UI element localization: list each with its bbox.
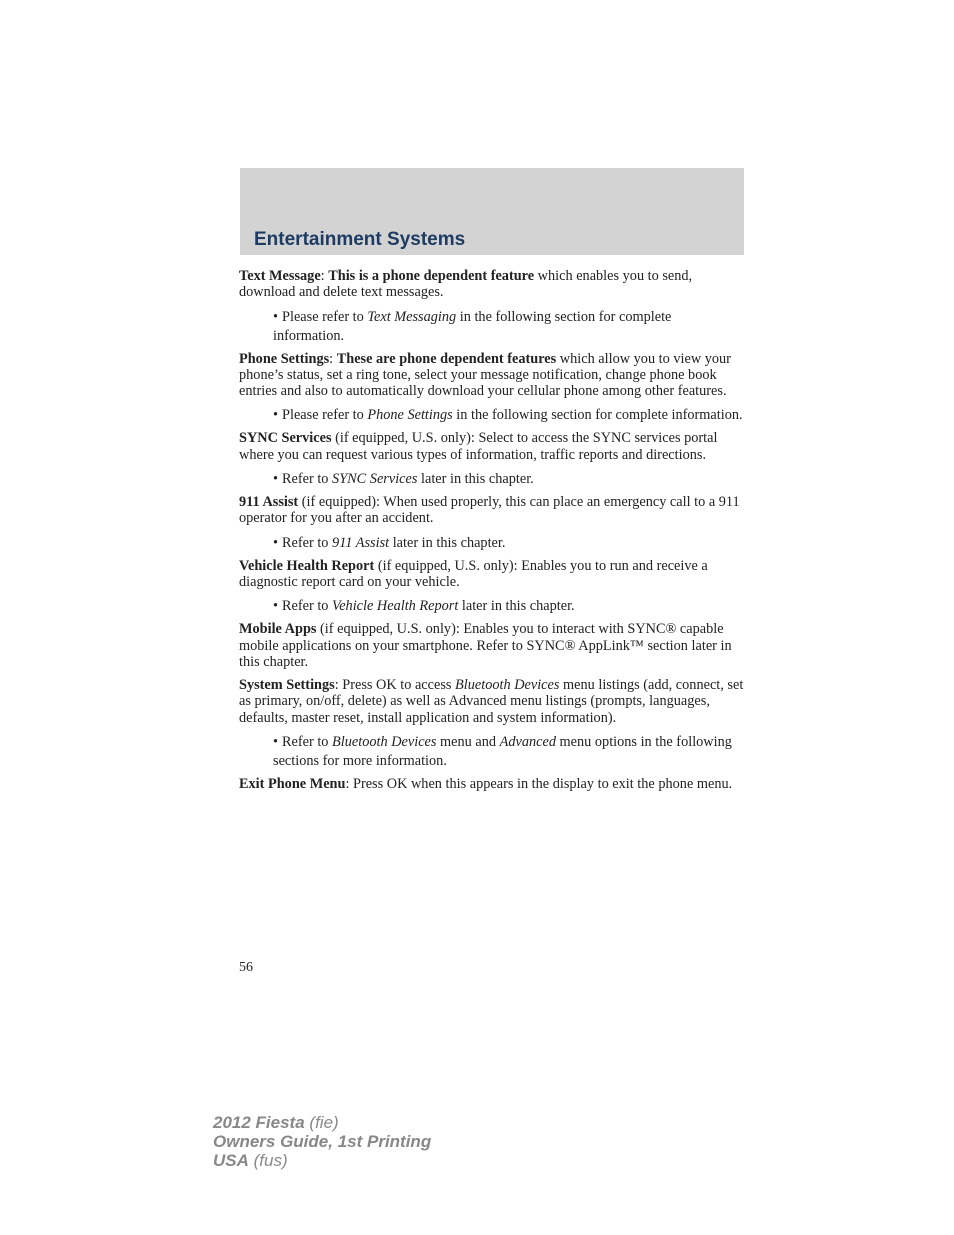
term-911-assist: 911 Assist — [239, 494, 299, 511]
page-number: 56 — [239, 960, 253, 975]
term-mobile-apps: Mobile Apps — [239, 621, 317, 638]
bullet-911-assist: • Refer to 911 Assist later in this chapter. — [273, 534, 506, 551]
term-text-message: Text Message — [239, 268, 321, 284]
footer-line-model: 2012 Fiesta (fie) — [213, 1113, 339, 1132]
bullet-text-messaging: • Please refer to Text Messaging in the following section for complete information. — [273, 308, 672, 344]
term-sync-services: SYNC Services — [239, 430, 332, 447]
paragraph-sync-services: SYNC Services (if equipped, U.S. only): Select to access the SYNC services portal where you can request various types of information, traffic reports and directions. — [239, 430, 718, 463]
section-title: Entertainment Systems — [254, 229, 466, 250]
bullet-icon: • — [273, 598, 279, 615]
bullet-icon: • — [273, 407, 279, 424]
paragraph-vehicle-health: Vehicle Health Report (if equipped, U.S. only): Enables you to run and receive a diagnostic report card on your vehicle. — [239, 557, 708, 590]
paragraph-911-assist: 911 Assist (if equipped): When used properly, this can place an emergency call to a 911 operator for you after an accident. — [239, 494, 740, 527]
document-body — [239, 268, 745, 799]
paragraph-phone-settings: Phone Settings: These are phone dependent features which allow you to view your phone’s status, set a ring tone, select your message notification, change phone book entries and also to automatically download your cellular phone among other features. — [239, 350, 731, 400]
bullet-icon: • — [273, 471, 279, 488]
term-exit-phone-menu: Exit Phone Menu — [239, 776, 346, 793]
footer-line-region: USA (fus) — [213, 1151, 288, 1170]
paragraph-system-settings: System Settings: Press OK to access Bluetooth Devices menu listings (add, connect, set as primary, on/off, delete) as well as Advanced menu listings (prompts, languages, defaults, master reset, install application and system information). — [239, 677, 744, 726]
bullet-phone-settings: • Please refer to Phone Settings in the following section for complete information. — [273, 407, 743, 424]
term-vehicle-health: Vehicle Health Report — [239, 557, 375, 574]
bullet-icon: • — [273, 734, 279, 751]
section-header-band — [240, 168, 744, 255]
bullet-icon: • — [273, 534, 279, 551]
footer-line-guide: Owners Guide, 1st Printing — [213, 1132, 432, 1151]
bullet-icon: • — [273, 308, 279, 325]
term-phone-settings: Phone Settings — [239, 350, 330, 367]
paragraph-mobile-apps: Mobile Apps (if equipped, U.S. only): Enables you to interact with SYNC® capable mobile applications on your smartphone. Refer to SYNC® AppLink™ section later in this chapter. — [239, 621, 732, 670]
bullet-sync-services: • Refer to SYNC Services later in this chapter. — [273, 471, 534, 488]
bullet-vehicle-health: • Refer to Vehicle Health Report later in this chapter. — [273, 598, 575, 615]
paragraph-exit-phone-menu: Exit Phone Menu: Press OK when this appears in the display to exit the phone menu. — [239, 776, 733, 793]
document-footer — [213, 1113, 431, 1170]
bullet-system-settings: • Refer to Bluetooth Devices menu and Advanced menu options in the following sections for more information. — [273, 734, 732, 770]
term-system-settings: System Settings — [239, 677, 335, 694]
paragraph-text-message: Text Message: This is a phone dependent feature which enables you to send, download and delete text messages. — [239, 268, 693, 301]
